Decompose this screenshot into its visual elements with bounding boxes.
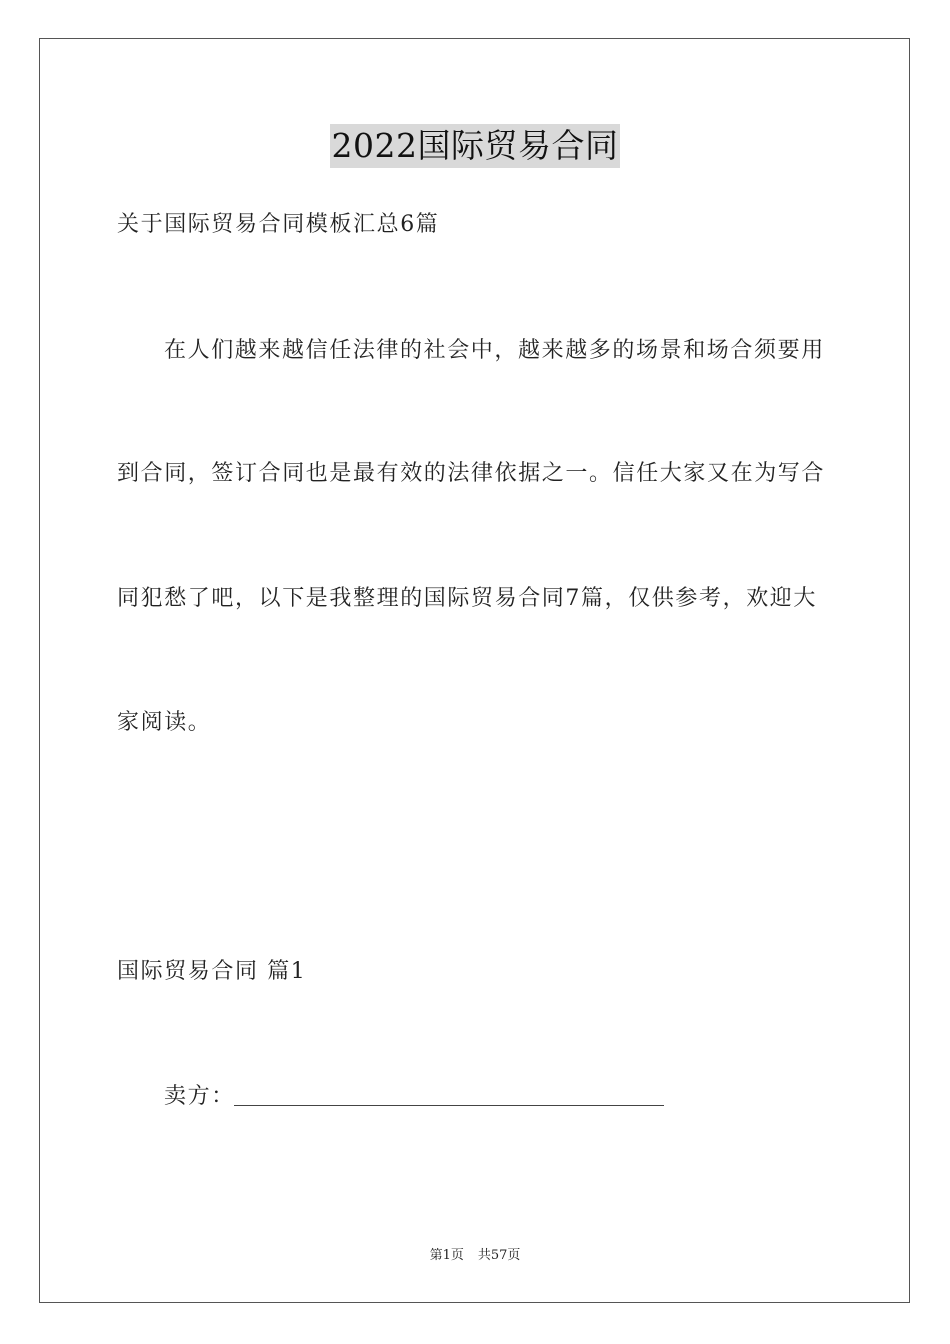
title-container: [0, 124, 950, 168]
seller-label: 卖方：: [164, 1084, 235, 1109]
page-number: 第1页: [429, 1248, 464, 1263]
seller-blank-line: [234, 1105, 664, 1106]
section-heading: 国际贸易合同 篇1: [117, 959, 307, 984]
intro-line-3: 同犯愁了吧，以下是我整理的国际贸易合同7篇，仅供参考，欢迎大: [117, 586, 817, 611]
intro-line-4: 家阅读。: [117, 710, 212, 735]
total-pages: 共57页: [477, 1248, 521, 1263]
intro-line-2: 到合同，签订合同也是最有效的法律依据之一。信任大家又在为写合: [117, 461, 826, 486]
document-subtitle: 关于国际贸易合同模板汇总6篇: [117, 212, 440, 237]
document-title: 2022国际贸易合同: [330, 124, 621, 168]
intro-line-1: 在人们越来越信任法律的社会中，越来越多的场景和场合须要用: [164, 338, 825, 363]
page-footer: [0, 1247, 950, 1265]
